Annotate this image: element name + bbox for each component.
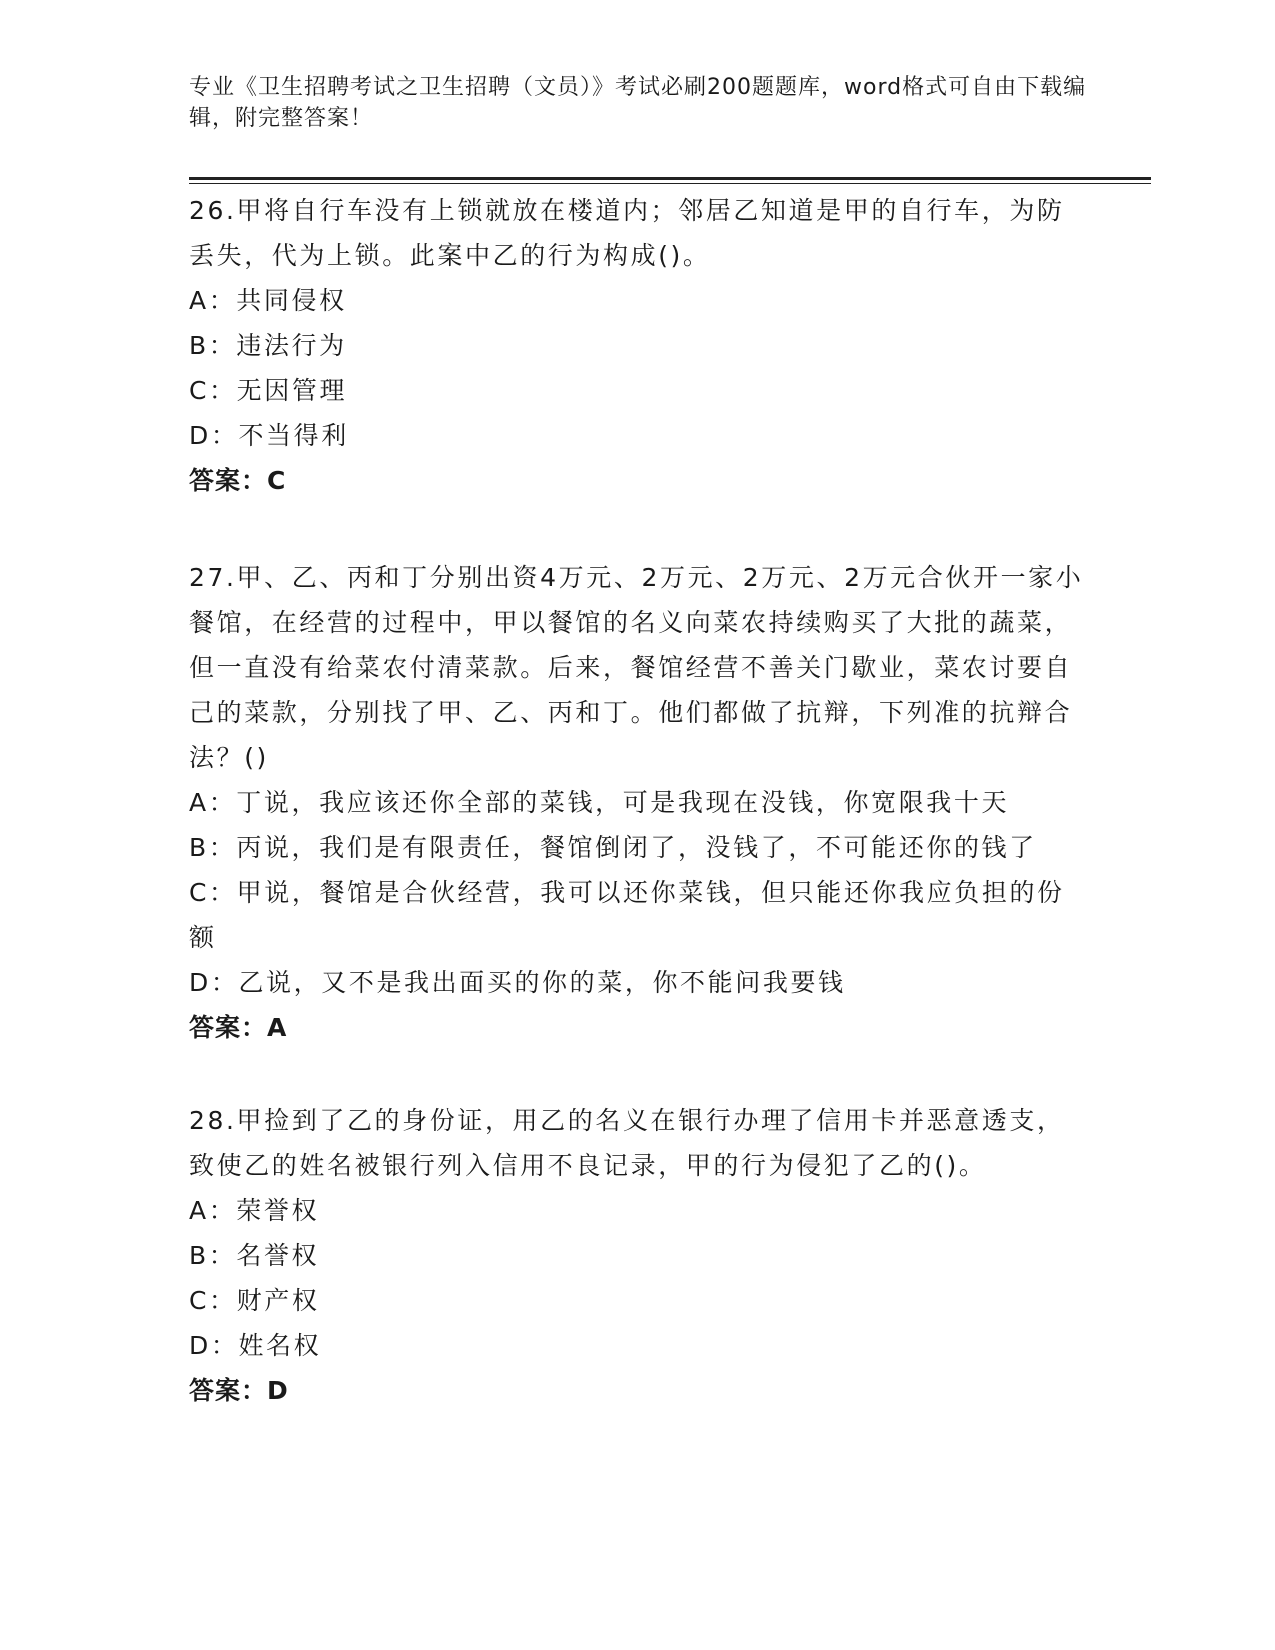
option-d: D：乙说，又不是我出面买的你的菜，你不能问我要钱 xyxy=(189,968,846,997)
option-c: C：甲说，餐馆是合伙经营，我可以还你菜钱，但只能还你我应负担的份额 xyxy=(189,878,1065,952)
option-b: B：名誉权 xyxy=(189,1241,320,1270)
question-26 xyxy=(189,188,1089,503)
header-divider-thick xyxy=(189,177,1151,180)
answer: 答案：A xyxy=(189,1013,288,1042)
option-d: D：姓名权 xyxy=(189,1331,322,1360)
option-c: C：财产权 xyxy=(189,1286,320,1315)
answer: 答案：C xyxy=(189,466,287,495)
option-d: D：不当得利 xyxy=(189,421,349,450)
question-28 xyxy=(189,1098,1089,1413)
option-a: A：共同侵权 xyxy=(189,286,347,315)
question-text: 28.甲捡到了乙的身份证，用乙的名义在银行办理了信用卡并恶意透支，致使乙的姓名被银行列入信用不良记录，甲的行为侵犯了乙的()。 xyxy=(189,1106,1065,1180)
header-divider-thin xyxy=(189,183,1151,184)
question-text: 26.甲将自行车没有上锁就放在楼道内；邻居乙知道是甲的自行车，为防丢失，代为上锁。此案中乙的行为构成()。 xyxy=(189,196,1065,270)
option-a: A：丁说，我应该还你全部的菜钱，可是我现在没钱，你宽限我十天 xyxy=(189,788,1010,817)
option-a: A：荣誉权 xyxy=(189,1196,320,1225)
option-b: B：丙说，我们是有限责任，餐馆倒闭了，没钱了，不可能还你的钱了 xyxy=(189,833,1037,862)
question-27 xyxy=(189,555,1089,1050)
option-b: B：违法行为 xyxy=(189,331,347,360)
document-header: 专业《卫生招聘考试之卫生招聘（文员）》考试必刷200题题库，word格式可自由下载编辑，附完整答案！ xyxy=(189,75,1087,131)
answer: 答案：D xyxy=(189,1376,289,1405)
question-text: 27.甲、乙、丙和丁分别出资4万元、2万元、2万元、2万元合伙开一家小餐馆，在经营的过程中，甲以餐馆的名义向菜农持续购买了大批的蔬菜，但一直没有给菜农付清菜款。后来，餐馆经营不善关门歇业，菜农讨要自己的菜款，分别找了甲、乙、丙和丁。他们都做了抗辩，下列准的抗辩合法？() xyxy=(189,563,1084,772)
option-c: C：无因管理 xyxy=(189,376,348,405)
